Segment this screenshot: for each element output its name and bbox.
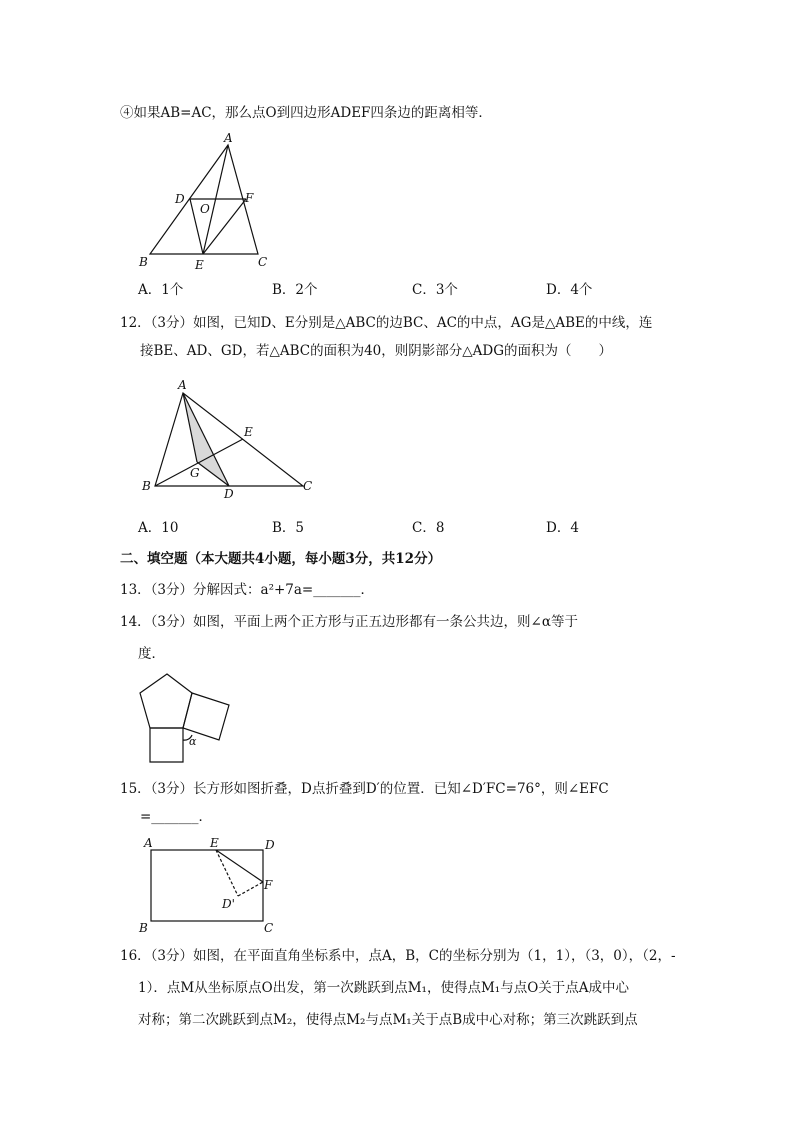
q12-line1: 12．（3分）如图，已知D、E分别是△ABC的边BC、AC的中点，AG是△ABE的中线，连 bbox=[120, 315, 653, 331]
q15-line1: 15．（3分）长方形如图折叠，D点折叠到D′的位置．已知∠D′FC=76°，则∠EFC bbox=[120, 781, 609, 797]
q11-label-D: D bbox=[175, 192, 185, 206]
q16-line2: 1）．点M从坐标原点O出发，第一次跳跃到点M₁，使得点M₁与点O关于点A成中心 bbox=[138, 980, 630, 996]
q11-label-C: C bbox=[258, 255, 268, 269]
q12-label-B: B bbox=[142, 479, 151, 493]
q12-option-a: A．10 bbox=[138, 520, 179, 536]
q14-alpha: α bbox=[189, 735, 197, 748]
q12-option-c: C．8 bbox=[412, 520, 445, 536]
section-fill-in-title: 二、填空题（本大题共4小题，每小题3分，共12分） bbox=[120, 551, 442, 567]
q12-label-A: A bbox=[178, 378, 187, 392]
q11-item4: ④如果AB=AC，那么点O到四边形ADEF四条边的距离相等． bbox=[120, 105, 492, 121]
q11-label-E: E bbox=[195, 258, 204, 272]
q12-label-E: E bbox=[244, 425, 253, 439]
q12-option-d: D．4 bbox=[546, 520, 579, 536]
q16-line3: 对称；第二次跳跃到点M₂，使得点M₂与点M₁关于点B成中心对称；第三次跳跃到点 bbox=[138, 1012, 638, 1028]
q16-line1: 16．（3分）如图，在平面直角坐标系中，点A，B，C的坐标分别为（1，1），（3，0），（2，- bbox=[120, 948, 676, 964]
q12-label-C: C bbox=[303, 479, 313, 493]
q15-label-D: D bbox=[265, 838, 275, 852]
q12-label-G: G bbox=[190, 466, 200, 480]
q15-line2: =_______． bbox=[140, 809, 213, 825]
q15-label-F: F bbox=[264, 878, 273, 892]
q11-option-b: B．2个 bbox=[272, 282, 318, 298]
q11-option-a: A．1个 bbox=[138, 282, 184, 298]
q11-label-F: F bbox=[245, 191, 254, 205]
q15-label-A: A bbox=[144, 836, 153, 850]
q11-label-A: A bbox=[224, 131, 233, 145]
q11-label-B: B bbox=[139, 255, 148, 269]
q15-label-E: E bbox=[210, 836, 219, 850]
q11-option-d: D．4个 bbox=[546, 282, 593, 298]
q13-text: 13．（3分）分解因式：a²+7a=_______． bbox=[120, 582, 374, 598]
q12-option-b: B．5 bbox=[272, 520, 305, 536]
q14-line2: 度． bbox=[138, 646, 165, 662]
q14-line1: 14．（3分）如图，平面上两个正方形与正五边形都有一条公共边，则∠α等于 bbox=[120, 614, 578, 630]
q15-label-C: C bbox=[264, 921, 274, 935]
q15-label-B: B bbox=[139, 921, 148, 935]
q12-label-D: D bbox=[224, 487, 234, 501]
q11-label-O: O bbox=[200, 202, 210, 216]
q11-option-c: C．3个 bbox=[412, 282, 458, 298]
q15-label-D-prime: D' bbox=[222, 897, 235, 911]
q12-line2: 接BE、AD、GD，若△ABC的面积为40，则阴影部分△ADG的面积为（ ） bbox=[140, 343, 613, 359]
